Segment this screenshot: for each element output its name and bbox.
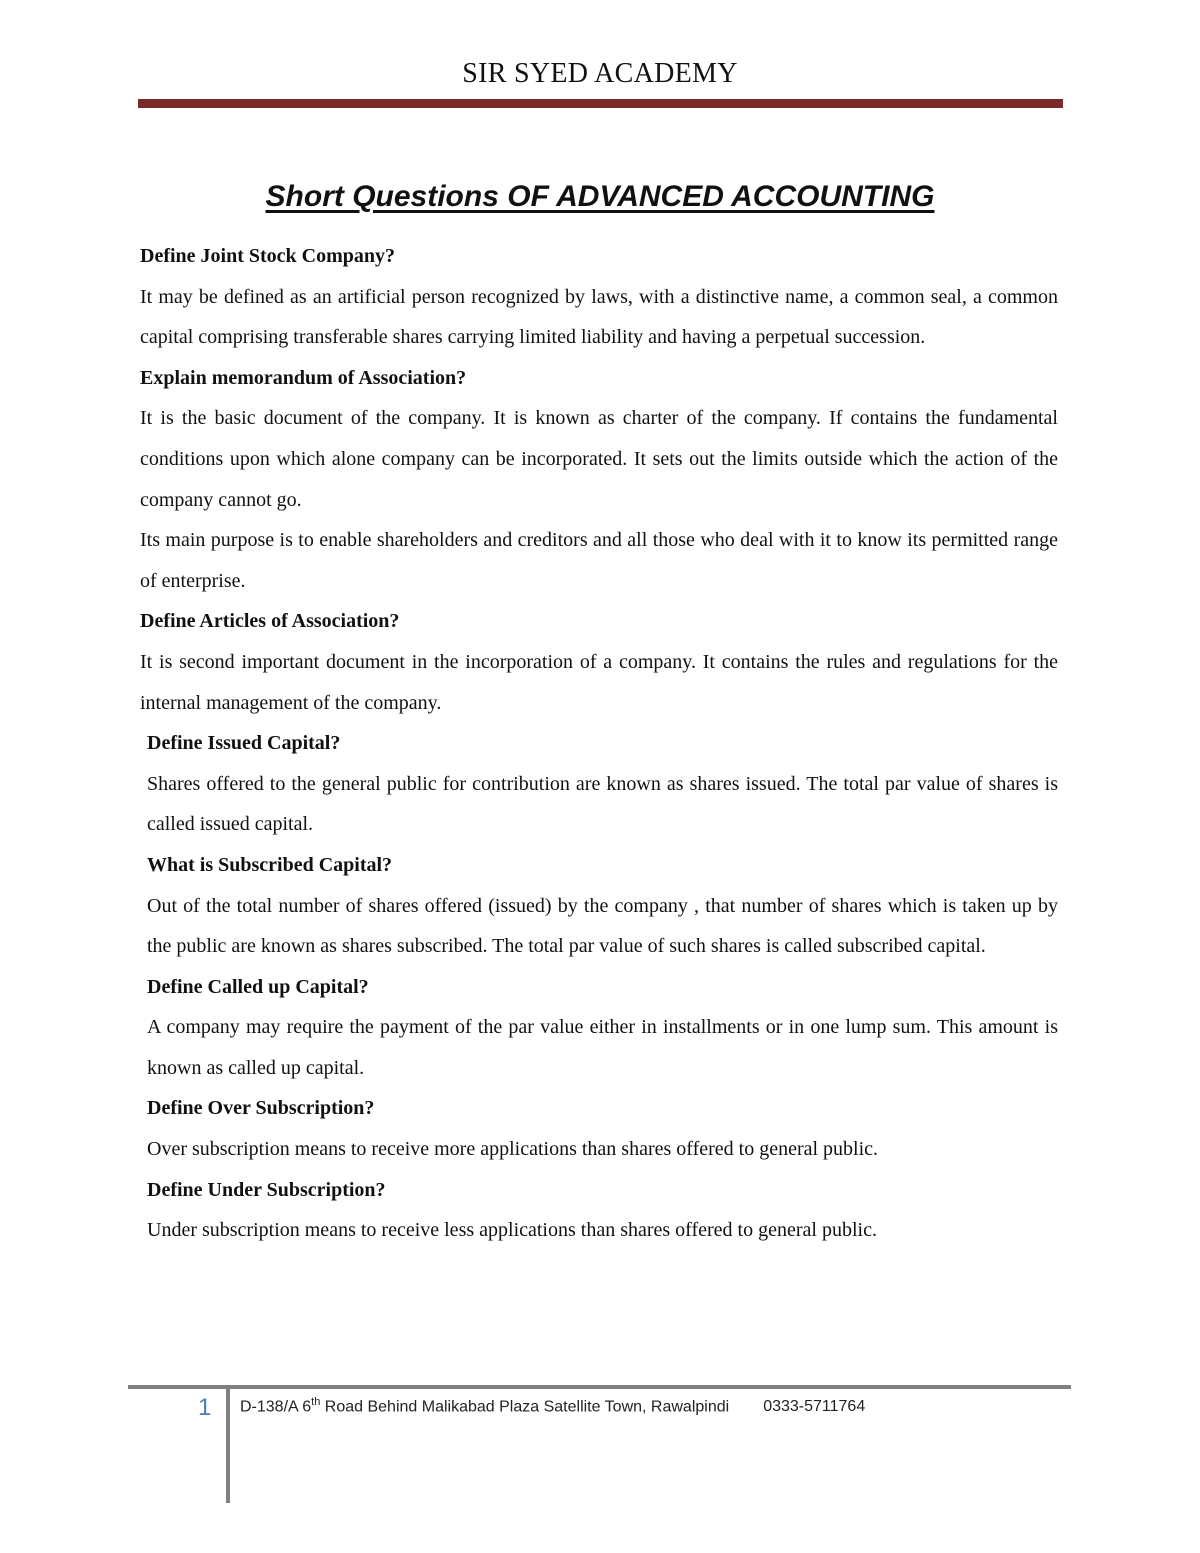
answer-paragraph: Shares offered to the general public for contribution are known as shares issued. The total par value of shares is called issued capital. <box>147 772 1058 836</box>
footer-address <box>240 1396 865 1416</box>
footer-vertical-divider <box>226 1389 230 1503</box>
question-heading: Define Issued Capital? <box>147 732 341 755</box>
header-title: SIR SYED ACADEMY <box>462 58 738 89</box>
answer-paragraph: Its main purpose is to enable shareholders and creditors and all those who deal with it to know its permitted range of enterprise. <box>140 529 1058 592</box>
question-heading: Define Over Subscription? <box>147 1097 375 1120</box>
question-heading: Explain memorandum of Association? <box>140 366 467 389</box>
document-body <box>140 236 1058 1251</box>
answer-paragraph: It is second important document in the incorporation of a company. It contains the rules and regulations for the internal management of the company. <box>140 650 1058 714</box>
answer-paragraph: Out of the total number of shares offered (issued) by the company , that number of shares which is taken up by the public are known as shares subscribed. The total par value of such shares is called subscribed capital. <box>147 894 1058 958</box>
question-heading: Define Called up Capital? <box>147 975 369 998</box>
footer-address-end: Road Behind Malikabad Plaza Satellite Town, Rawalpindi <box>320 1398 730 1416</box>
footer-address-start: D-138/A 6 <box>240 1398 312 1416</box>
page-number: 1 <box>198 1394 212 1421</box>
question-heading: Define Joint Stock Company? <box>140 245 396 267</box>
question-heading: What is Subscribed Capital? <box>147 853 393 876</box>
footer-phone: 0333-5711764 <box>763 1398 866 1416</box>
answer-paragraph: Over subscription means to receive more applications than shares offered to general public. <box>147 1138 879 1161</box>
answer-paragraph: It is the basic document of the company. It is known as charter of the company. If contains the fundamental conditions upon which alone company can be incorporated. It sets out the limits outside which the action of the company cannot go. <box>140 407 1058 511</box>
answer-paragraph: It may be defined as an artificial person recognized by laws, with a distinctive name, a common seal, a common capital comprising transferable shares carrying limited liability and having a perpetual succession. <box>140 285 1058 349</box>
footer-address-superscript: th <box>311 1396 321 1408</box>
question-heading: Define Articles of Association? <box>140 610 400 633</box>
answer-paragraph: Under subscription means to receive less applications than shares offered to general public. <box>147 1219 877 1242</box>
header-divider <box>138 99 1063 108</box>
question-heading: Define Under Subscription? <box>147 1178 386 1201</box>
answer-paragraph: A company may require the payment of the par value either in installments or in one lump sum. This amount is known as called up capital. <box>147 1016 1058 1079</box>
document-title: Short Questions OF ADVANCED ACCOUNTING <box>265 180 935 213</box>
footer-divider <box>128 1385 1071 1389</box>
